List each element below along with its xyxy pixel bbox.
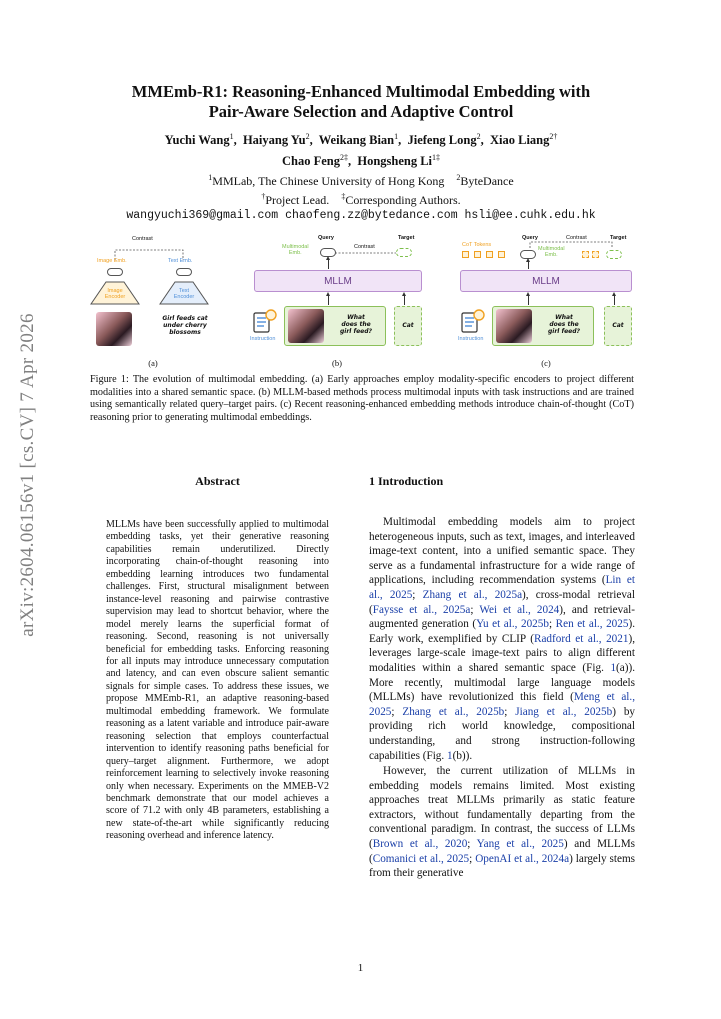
arxiv-stamp bbox=[14, 280, 42, 670]
figure-caption: Figure 1: The evolution of multimodal embedding. (a) Early approaches employ modality-specific encoders to project different modalities into a shared semantic space. (b) MLLM-based methods process multimodal inputs with task instructions and are trained using semantically related query–target pairs. (c) Recent reasoning-enhanced embedding methods introduce chain-of-thought (CoT) reasoning prior to generating multimodal embeddings. bbox=[90, 374, 634, 423]
citation-link[interactable]: Faysse et al., 2025a bbox=[372, 603, 471, 616]
corresponding-note: Corresponding Authors. bbox=[345, 193, 461, 208]
intro-paragraph-2: However, the current utilization of MLLMs in embedding models remains limited. Most existing approaches treat MLLMs primarily as static feature extractors, without fundamentally departing from the conventional paradigm. In contrast, the success of LLMs (Brown et al., 2020; Yang et al., 2025) and MLLMs (Comanici et al., 2025; OpenAI et al., 2024a) largely stems from their generative bbox=[369, 765, 636, 880]
author-name: Hongsheng Li bbox=[357, 154, 433, 169]
abstract-heading: Abstract bbox=[195, 474, 240, 488]
up-arrow-icon bbox=[328, 295, 329, 305]
panel-a-label: (a) bbox=[148, 358, 158, 368]
citation-link[interactable]: OpenAI et al., 2024a bbox=[475, 852, 570, 865]
cot-token-icon bbox=[582, 251, 589, 258]
figure-1 bbox=[88, 228, 636, 368]
author-name: Weikang Bian bbox=[318, 133, 395, 148]
citation-link[interactable]: Zhang et al., 2025b bbox=[402, 705, 505, 718]
target-text: Cat bbox=[402, 322, 414, 329]
target-embedding-bubble bbox=[396, 248, 412, 257]
citation-link[interactable]: 1 bbox=[610, 661, 617, 674]
text-encoder-label: Text Encoder bbox=[173, 288, 195, 300]
title-line-1: MMEmb-R1: Reasoning-Enhanced Multimodal Embedding with bbox=[131, 82, 591, 101]
author-mark: 2 bbox=[476, 132, 481, 141]
author-mark: 1 bbox=[229, 132, 234, 141]
author-notes: †Project Lead. ‡Corresponding Authors. bbox=[261, 192, 461, 208]
arxiv-identifier: arXiv:2604.06156v1 [cs.CV] 7 Apr 2026 bbox=[17, 313, 39, 637]
multimodal-emb-label: Multimodal Emb. bbox=[538, 246, 565, 258]
author-list: Yuchi Wang$^1$, Haiyang Yu$^2$, Weikang Bian$^1$, Jiefeng Long$^2$, Xiao Liang$^{2\dagger}$ Chao Feng$^{2\ddagger}$, Hongsheng $Li^{1\ddagger}$ bbox=[164, 132, 558, 169]
citation-link[interactable]: Yang et al., 2025 bbox=[476, 838, 564, 851]
project-lead-note: Project Lead. bbox=[265, 193, 330, 208]
instruction-icon bbox=[252, 308, 278, 334]
mllm-label: MLLM bbox=[324, 275, 352, 287]
mllm-label: MLLM bbox=[532, 275, 560, 287]
author-name: Chao Feng bbox=[281, 154, 340, 169]
citation-link[interactable]: Meng et al., 2025 bbox=[369, 691, 636, 718]
author-mark: 2‡ bbox=[339, 153, 348, 163]
panel-a-contrast-label: Contrast bbox=[132, 236, 153, 242]
introduction-body bbox=[369, 515, 635, 881]
text-emb-label: Text Emb. bbox=[168, 258, 193, 264]
citation-link[interactable]: Ren et al., 2025 bbox=[555, 618, 629, 631]
figure-panel-c bbox=[456, 228, 636, 368]
author-name: Xiao Liang bbox=[489, 133, 550, 148]
target-text: Cat bbox=[612, 322, 624, 329]
author-mark: 2 bbox=[305, 132, 310, 141]
affiliation-cuhk: MMLab, The Chinese University of Hong Kong bbox=[212, 174, 445, 189]
image-emb-label: Image Emb. bbox=[97, 258, 127, 264]
citation-link[interactable]: Zhang et al., 2025a bbox=[422, 588, 523, 601]
citation-link[interactable]: Brown et al., 2020 bbox=[372, 838, 468, 851]
up-arrow-icon bbox=[404, 295, 405, 305]
panel-c-label: (c) bbox=[541, 358, 551, 368]
cot-token-icon bbox=[592, 251, 599, 258]
citation-link[interactable]: Lin et al., 2025 bbox=[369, 574, 635, 601]
mllm-block bbox=[460, 270, 632, 292]
page-number: 1 bbox=[357, 962, 364, 974]
cot-token-icon bbox=[486, 251, 493, 258]
paper-title bbox=[90, 82, 632, 122]
paper-header bbox=[90, 82, 632, 224]
anime-girl-image bbox=[496, 309, 532, 343]
citation-link[interactable]: Wei et al., 2024 bbox=[479, 603, 560, 616]
panel-b-label: (b) bbox=[332, 358, 342, 368]
mllm-block bbox=[254, 270, 422, 292]
citation-link[interactable]: Radford et al., 2021 bbox=[534, 632, 629, 645]
cot-token-icon bbox=[474, 251, 481, 258]
author-mark: 1‡ bbox=[432, 153, 441, 163]
author-mark: 2† bbox=[549, 132, 558, 141]
query-question: What does the girl feed? bbox=[548, 314, 580, 335]
cot-token-icon bbox=[462, 251, 469, 258]
figure-panel-a bbox=[88, 228, 218, 368]
panel-c-contrast-label: Contrast bbox=[566, 235, 587, 241]
up-arrow-icon bbox=[328, 259, 329, 269]
intro-paragraph-1: Multimodal embedding models aim to project heterogeneous inputs, such as text, images, and interleaved image-text content, into a unified semantic space. They serve as a fundamental infrastructure for a wide range of applications, including recommendation systems (Lin et al., 2025; Zhang et al., 2025a), cross-modal retrieval (Faysse et al., 2025a; Wei et al., 2024), and retrieval-augmented generation (Yu et al., 2025b; Ren et al., 2025). Early work, exemplified by CLIP (Radford et al., 2021), leverages large-scale image-text pairs to align different modalities within a shared semantic space (Fig. 1(a)). More recently, multimodal large language models (MLLMs) have revolutionized this field (Meng et al., 2025; Zhang et al., 2025b; Jiang et al., 2025b) by providing rich world knowledge, compositional understanding, and strong instruction-following capabilities (Fig. 1(b)). bbox=[369, 516, 636, 762]
title-line-2: Pair-Aware Selection and Adaptive Control bbox=[208, 102, 514, 121]
text-input-caption: Girl feeds cat under cherry blossoms bbox=[162, 315, 208, 336]
up-arrow-icon bbox=[528, 261, 529, 269]
affiliations: $^1$MMLab, The Chinese University of Hong Kong $^2$ByteDance bbox=[208, 173, 514, 189]
figure-panel-b bbox=[248, 228, 426, 368]
cot-tokens-label: CoT Tokens bbox=[462, 242, 492, 248]
panel-b-contrast-label: Contrast bbox=[354, 244, 375, 250]
citation-link[interactable]: Comanici et al., 2025 bbox=[372, 852, 470, 865]
author-name: Jiefeng Long bbox=[407, 133, 477, 148]
target-embedding-bubble bbox=[606, 250, 622, 259]
target-label: Target bbox=[610, 235, 627, 241]
author-mark: 1 bbox=[394, 132, 399, 141]
up-arrow-icon bbox=[614, 295, 615, 305]
query-label: Query bbox=[522, 235, 538, 241]
anime-girl-image bbox=[96, 312, 132, 346]
image-embedding-bubble bbox=[107, 268, 123, 276]
up-arrow-icon bbox=[528, 295, 529, 305]
text-embedding-bubble bbox=[176, 268, 192, 276]
author-name: Yuchi Wang bbox=[164, 133, 230, 148]
citation-link[interactable]: 1 bbox=[447, 749, 453, 762]
query-question: What does the girl feed? bbox=[340, 314, 372, 335]
image-encoder-label: Image Encoder bbox=[104, 288, 126, 300]
multimodal-emb-label: Multimodal Emb. bbox=[282, 244, 309, 256]
anime-girl-image bbox=[288, 309, 324, 343]
introduction-heading: 1 Introduction bbox=[369, 474, 444, 488]
instruction-label: Instruction bbox=[250, 336, 276, 342]
citation-link[interactable]: Yu et al., 2025b bbox=[476, 618, 549, 631]
instruction-icon bbox=[460, 308, 486, 334]
instruction-label: Instruction bbox=[458, 336, 484, 342]
affiliation-bytedance: ByteDance bbox=[460, 174, 514, 189]
author-emails: wangyuchi369@gmail.com chaofeng.zz@bytedance.com hsli@ee.cuhk.edu.hk bbox=[126, 209, 596, 223]
target-label: Target bbox=[398, 235, 415, 241]
citation-link[interactable]: Jiang et al., 2025b bbox=[515, 705, 613, 718]
author-name: Haiyang Yu bbox=[242, 133, 306, 148]
cot-token-icon bbox=[498, 251, 505, 258]
abstract-body: MLLMs have been successfully applied to multimodal embedding tasks, yet their generative reasoning capabilities remain underutilized. Directly incorporating chain-of-thought reasoning into embedding learning introduces two fundamental challenges. First, structural misalignment between instance-level reasoning and pairwise contrastive supervision may lead to shortcut behavior, where the model merely learns the superficial format of reasoning. Second, reasoning is not universally beneficial for embedding tasks. Enforcing reasoning for all inputs may introduce unnecessary computation and latency, and can even obscure salient semantic signals for simple cases. To address these issues, we propose MMEmb-R1, an adaptive reasoning-based multimodal embedding framework. We formulate reasoning as a latent variable and introduce pair-aware reasoning selection that employs counterfactual intervention to identify reasoning paths beneficial for query–target alignment. Furthermore, we adopt reinforcement learning to selectively invoke reasoning only when necessary. Experiments on the MMEB-V2 benchmark demonstrate that our model achieves a score of 71.2 with only 4B parameters, establishing a new state-of-the-art while significantly reducing reasoning overhead and inference latency. bbox=[106, 519, 329, 842]
query-label: Query bbox=[318, 235, 334, 241]
